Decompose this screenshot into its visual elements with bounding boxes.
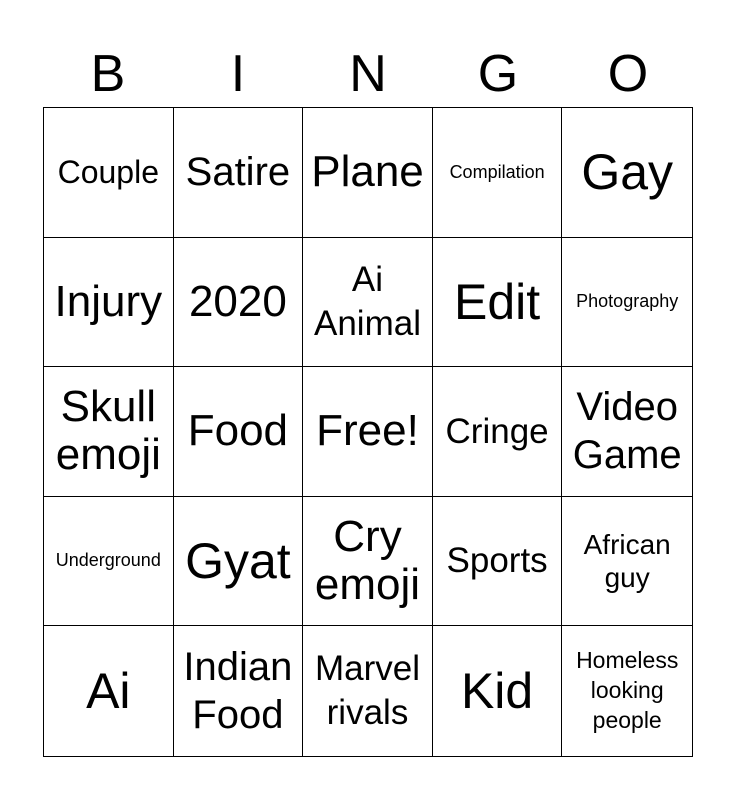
cell-label: Ai [86,663,131,720]
cell-label: Video Game [572,385,682,478]
bingo-cell[interactable] [562,108,692,238]
cell-label: Photography [576,291,679,312]
cell-label: Plane [311,147,424,197]
bingo-cell[interactable] [174,626,304,756]
cell-label: 2020 [188,276,287,326]
bingo-cell[interactable] [303,108,433,238]
bingo-cell[interactable] [562,497,692,627]
bingo-cell[interactable] [303,497,433,627]
header-letter-o: O [607,45,649,103]
cell-label: Cringe [445,411,549,451]
cell-label: Indian Food [183,645,293,738]
cell-label: Free! [316,406,419,456]
bingo-cell[interactable] [44,108,174,238]
bingo-cell[interactable] [44,238,174,368]
bingo-cell[interactable] [433,108,563,238]
bingo-cell-free-space[interactable] [303,367,433,497]
cell-label: Sports [446,541,548,581]
bingo-cell[interactable] [433,367,563,497]
cell-label: Couple [57,154,159,191]
header-letter-g: G [477,45,519,103]
header-letter-i: I [230,45,246,103]
cell-label: African guy [583,528,671,594]
cell-label: Gay [581,144,674,201]
cell-label: Kid [460,663,534,720]
header-letter-b: B [90,45,126,103]
cell-label: Injury [54,276,163,326]
cell-label: Ai Animal [314,260,421,343]
bingo-cell[interactable] [433,497,563,627]
cell-label: Skull emoji [55,382,161,480]
header-letter-n: N [349,45,387,103]
cell-label: Satire [185,150,291,195]
bingo-cell[interactable] [303,626,433,756]
cell-label: Gyat [185,533,291,590]
bingo-cell[interactable] [562,238,692,368]
bingo-cell[interactable] [433,626,563,756]
cell-label: Homeless looking people [576,647,679,734]
bingo-header [43,40,693,108]
bingo-cell[interactable] [433,238,563,368]
bingo-cell[interactable] [174,497,304,627]
cell-label: Edit [454,273,541,330]
cell-label: Compilation [449,161,545,182]
bingo-cell[interactable] [44,367,174,497]
bingo-cell[interactable] [174,238,304,368]
bingo-cell[interactable] [44,626,174,756]
bingo-cell[interactable] [303,238,433,368]
cell-label: Food [187,406,289,456]
bingo-cell[interactable] [174,367,304,497]
cell-label: Cry emoji [314,511,421,610]
bingo-cell[interactable] [562,626,692,756]
bingo-cell[interactable] [44,497,174,627]
cell-label: Marvel rivals [314,649,420,733]
bingo-board [43,107,693,757]
bingo-cell[interactable] [174,108,304,238]
bingo-cell[interactable] [562,367,692,497]
cell-label: Underground [55,550,161,571]
